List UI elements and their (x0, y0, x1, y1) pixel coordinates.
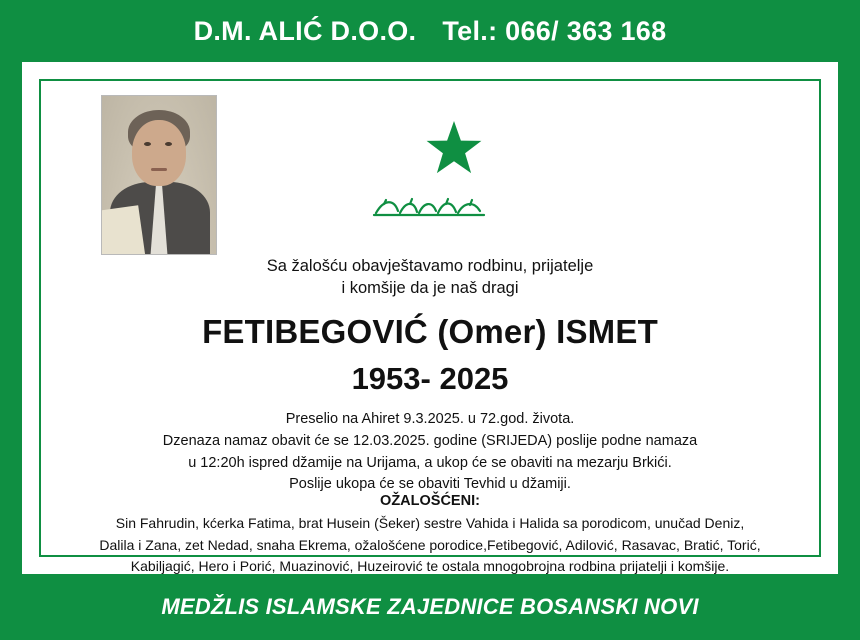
intro-text (45, 255, 815, 300)
deceased-name: FETIBEGOVIĆ (Omer) ISMET (202, 313, 658, 350)
mourners-title: OŽALOŠĆENI: (380, 493, 480, 509)
details-line-4: Poslije ukopa će se obaviti Tevhid u džamiji. (289, 476, 571, 493)
arabic-calligraphy (370, 193, 490, 219)
deceased-years: 1953- 2025 (351, 361, 509, 396)
company-name: D.M. ALIĆ D.O.O. (193, 15, 417, 46)
notice-frame (22, 62, 838, 574)
mourners-line-2: Dalila i Zana, zet Nedad, snaha Ekrema, ožalošćene porodice,Fetibegović, Adilović, Rasavac, Bratić, Torić, (99, 536, 761, 553)
intro-line-2: i komšije da je naš dragi (341, 279, 519, 298)
company-header (0, 0, 860, 62)
company-phone: Tel.: 066/ 363 168 (442, 15, 667, 46)
mourners-line-1: Sin Fahrudin, kćerka Fatima, brat Husein (Šeker) sestre Vahida i Halida sa porodicom, unučad Deniz, (115, 515, 745, 531)
details-line-1: Preselio na Ahiret 9.3.2025. u 72.god. života. (285, 411, 575, 427)
mourners-list (51, 513, 809, 578)
intro-line-1: Sa žalošću obavještavamo rodbinu, prijatelje (266, 257, 594, 275)
islamic-emblem (45, 95, 815, 219)
mourners-line-3: Kabiljagić, Hero i Porić, Muazinović, Huzeirović te ostala mnogobrojna rodbina prijatelji i komšije. (130, 558, 730, 575)
details-line-2: Dzenaza namaz obavit će se 12.03.2025. godine (SRIJEDA) poslije podne namaza (162, 432, 698, 449)
footer-organization: MEDŽLIS ISLAMSKE ZAJEDNICE BOSANSKI NOVI (161, 594, 699, 619)
crescent-star-icon (376, 95, 484, 191)
funeral-details (45, 409, 815, 496)
notice-content (45, 85, 815, 575)
details-line-3: u 12:20h ispred džamije na Urijama, a ukop će se obaviti na mezarju Brkići. (188, 454, 672, 471)
